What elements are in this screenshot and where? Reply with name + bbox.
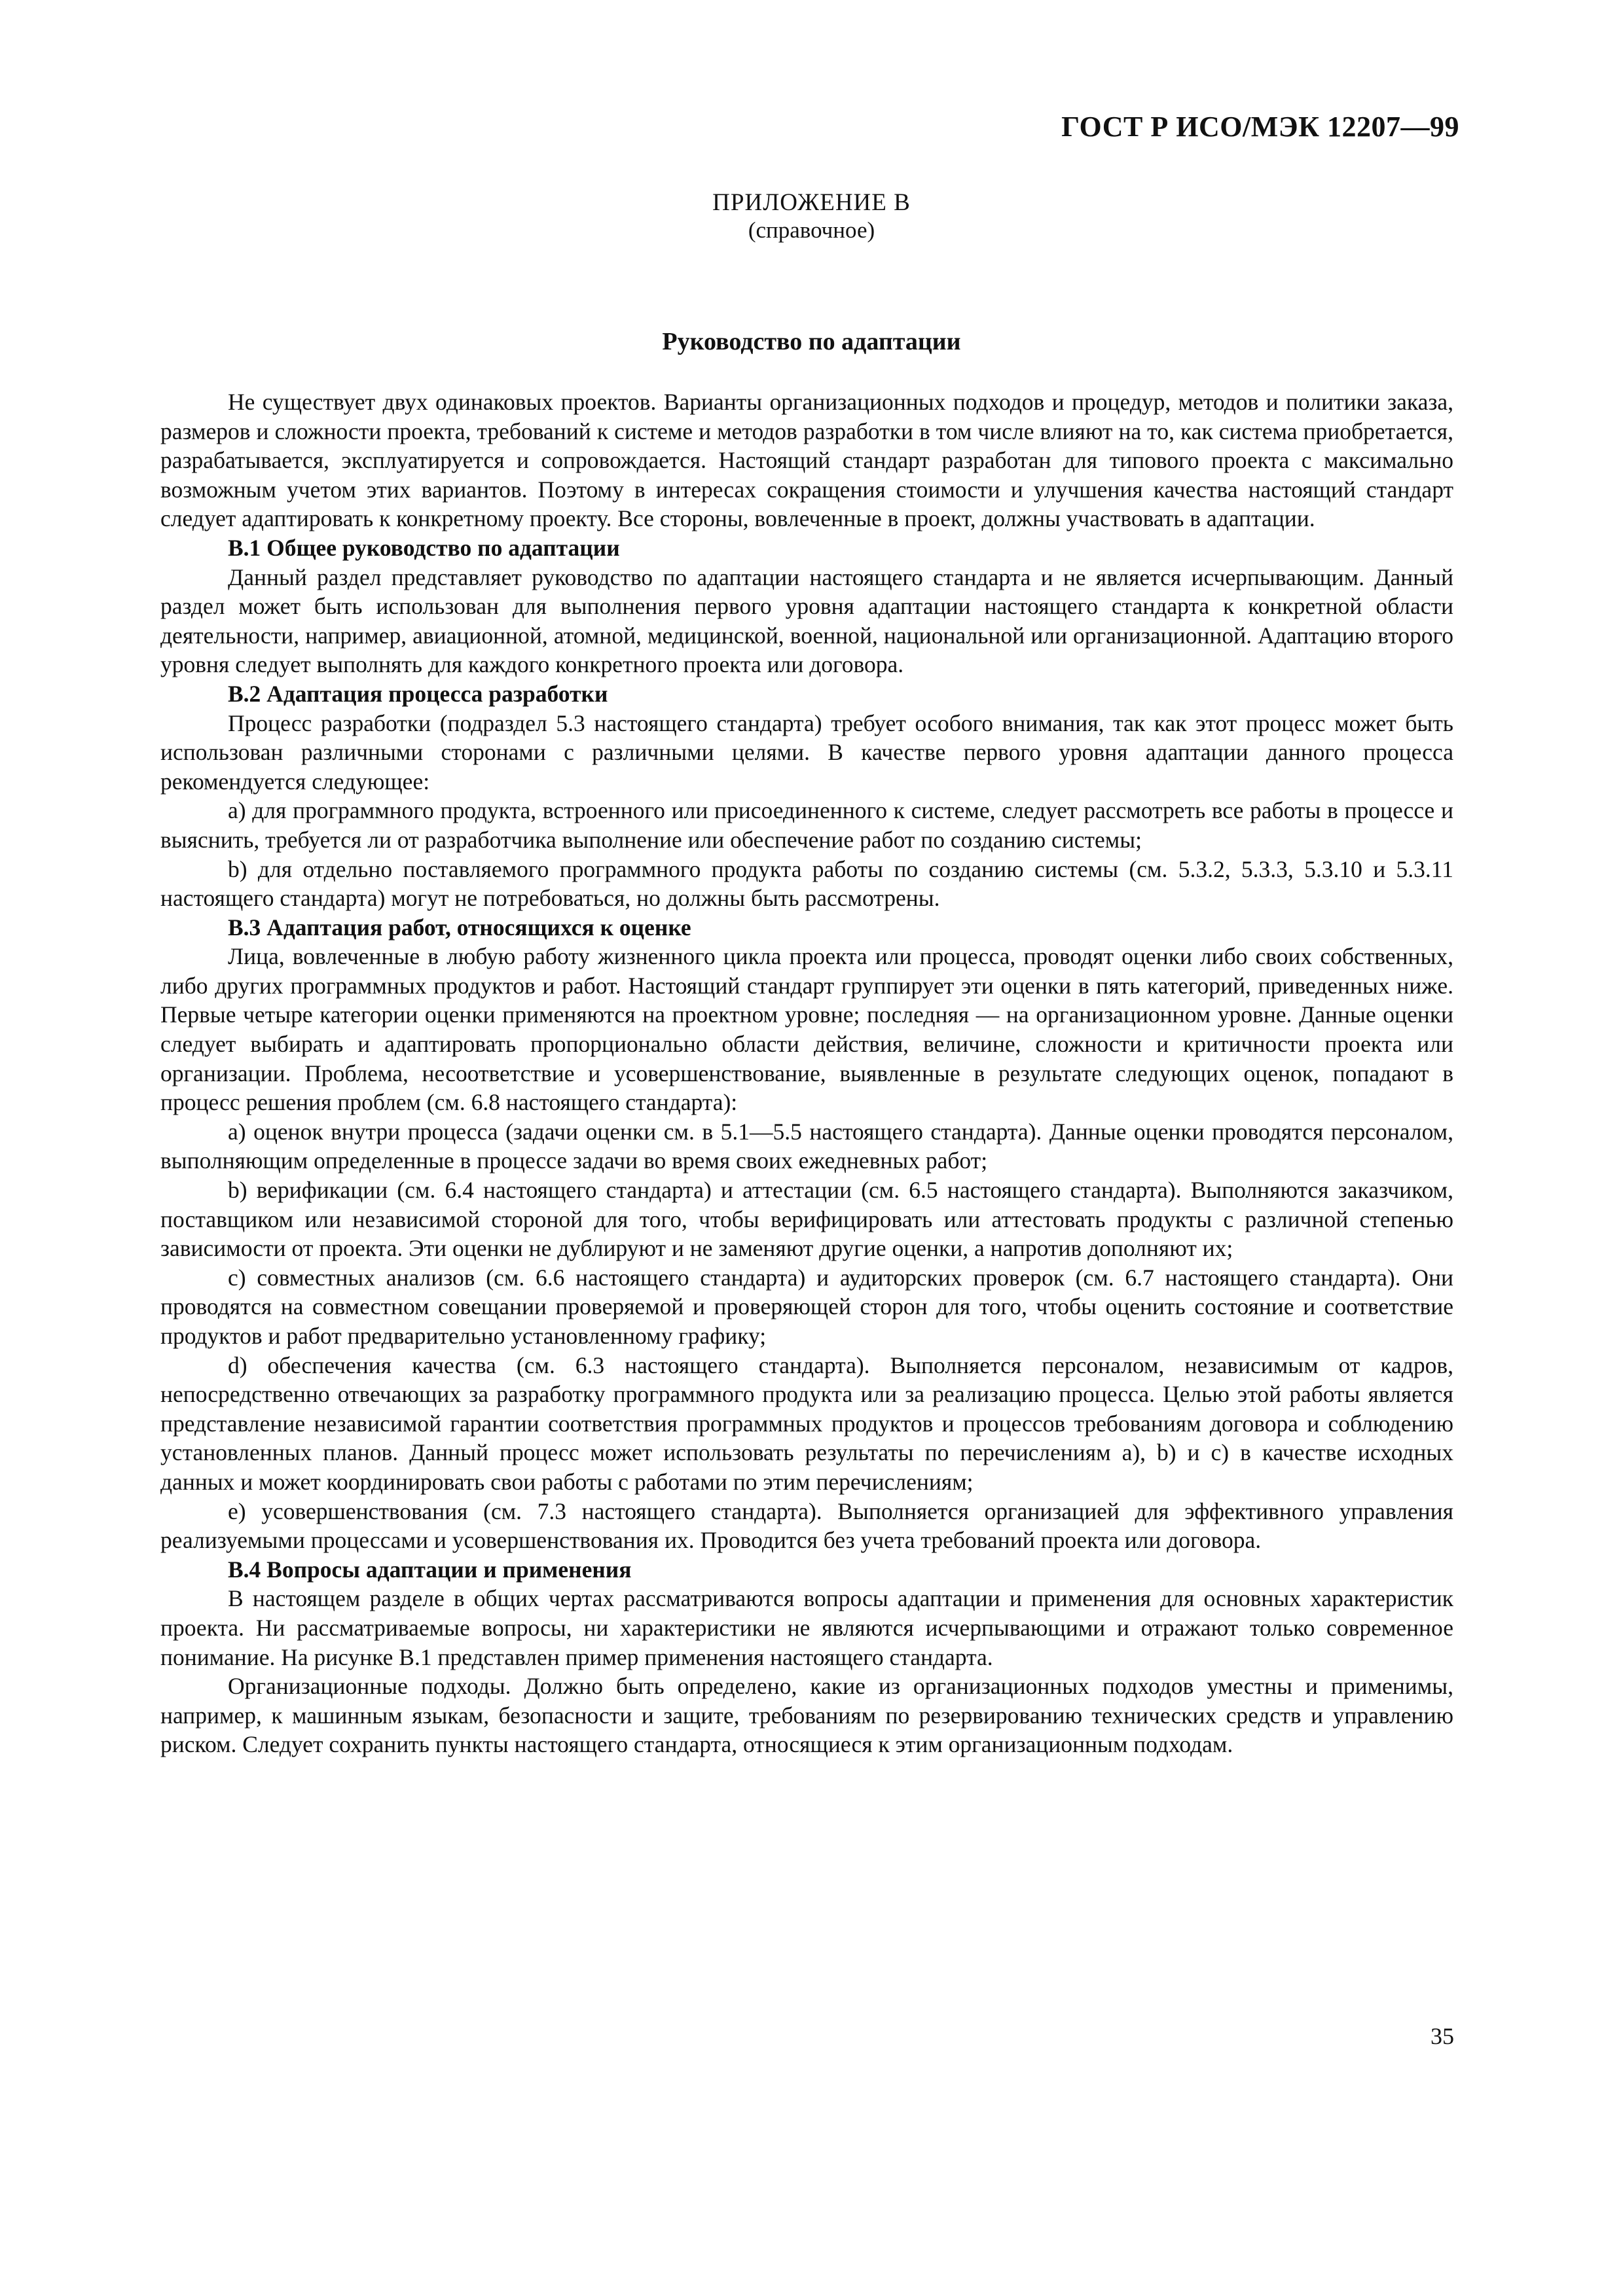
section-b3-item-e: e) усовершенствования (см. 7.3 настоящего стандарта). Выполняется организацией для эффективного управления реализуемыми процессами и усовершенствования их. Проводится без учета требований проекта или договора.: [160, 1498, 1453, 1554]
section-b3-item-d: d) обеспечения качества (см. 6.3 настоящего стандарта). Выполняется персоналом, независимым от кадров, непосредственно отвечающих за разработку программного продукта или за реализацию процесса. Целью этой работы является представление независимой гарантии соответствия программных продуктов и процессов требованиям договора и соблюдению установленных планов. Данный процесс может использовать результаты по перечислениям a), b) и c) в качестве исходных данных и может координировать свои работы с работами по этим перечислениям;: [160, 1352, 1453, 1495]
section-b3-heading: В.3 Адаптация работ, относящихся к оценке: [228, 914, 691, 941]
section-b3-item-a: a) оценок внутри процесса (задачи оценки см. в 5.1—5.5 настоящего стандарта). Данные оценки проводятся персоналом, выполняющим определенные в процессе задачи во время своих ежедневных работ;: [160, 1118, 1453, 1174]
section-b2-item-b: b) для отдельно поставляемого программного продукта работы по созданию системы (см. 5.3.2, 5.3.3, 5.3.10 и 5.3.11 настоящего стандарта) могут не потребоваться, но должны быть рассмотрены.: [160, 855, 1453, 912]
section-b4-heading: В.4 Вопросы адаптации и применения: [228, 1556, 632, 1583]
document-code-header: ГОСТ Р ИСО/МЭК 12207—99: [1061, 111, 1459, 143]
page-number: 35: [1431, 2023, 1454, 2049]
section-b1-paragraph: Данный раздел представляет руководство по адаптации настоящего стандарта и не является исчерпывающим. Данный раздел может быть использован для выполнения первого уровня адаптации настоящего стандарта к конкретной области деятельности, например, авиационной, атомной, медицинской, военной, национальной или организационной. Адаптацию второго уровня следует выполнять для каждого конкретного проекта или договора.: [160, 564, 1453, 678]
intro-paragraph: Не существует двух одинаковых проектов. Варианты организационных подходов и процедур, методов и политики заказа, размеров и сложности проекта, требований к системе и методов разработки в том числе влияют на то, как система приобретается, разрабатывается, эксплуатируется и сопровождается. Настоящий стандарт разработан для типового проекта с максимально возможным учетом этих вариантов. Поэтому в интересах сокращения стоимости и улучшения качества настоящий стандарт следует адаптировать к конкретному проекту. Все стороны, вовлеченные в проект, должны участвовать в адаптации.: [160, 389, 1453, 532]
section-b2-item-a: a) для программного продукта, встроенного или присоединенного к системе, следует рассмотреть все работы в процессе и выяснить, требуется ли от разработчика выполнение или обеспечение работ по созданию системы;: [160, 797, 1453, 853]
section-b3-item-b: b) верификации (см. 6.4 настоящего стандарта) и аттестации (см. 6.5 настоящего стандарта). Выполняются заказчиком, поставщиком или независимой стороной для того, чтобы верифицировать или аттестовать продукты с различной степенью зависимости от проекта. Эти оценки не дублируют и не заменяют другие оценки, а напротив дополняют их;: [160, 1177, 1453, 1262]
section-b2-heading: В.2 Адаптация процесса разработки: [228, 680, 608, 707]
section-b4-paragraph: Организационные подходы. Должно быть определено, какие из организационных подходов уместны и применимы, например, к машинным языкам, безопасности и защите, требованиям по резервированию технических средств и управлению риском. Следует сохранить пункты настоящего стандарта, относящиеся к этим организационным подходам.: [160, 1673, 1453, 1758]
section-b1-heading: В.1 Общее руководство по адаптации: [228, 534, 620, 561]
annex-subtitle: (справочное): [748, 217, 875, 243]
page-title: Руководство по адаптации: [662, 328, 961, 355]
annex-title: ПРИЛОЖЕНИЕ В: [712, 189, 911, 216]
document-body: [160, 387, 1453, 1759]
section-b4-paragraph: В настоящем разделе в общих чертах рассматриваются вопросы адаптации и применения для основных характеристик проекта. Ни рассматриваемые вопросы, ни характеристики не являются исчерпывающими и отражают только современное понимание. На рисунке В.1 представлен пример применения настоящего стандарта.: [160, 1585, 1453, 1670]
section-b2-paragraph: Процесс разработки (подраздел 5.3 настоящего стандарта) требует особого внимания, так как этот процесс может быть использован различными сторонами с различными целями. В качестве первого уровня адаптации данного процесса рекомендуется следующее:: [160, 709, 1453, 795]
section-b3-item-c: c) совместных анализов (см. 6.6 настоящего стандарта) и аудиторских проверок (см. 6.7 настоящего стандарта). Они проводятся на совместном совещании проверяемой и проверяющей сторон для того, чтобы оценить состояние и соответствие продуктов и работ предварительно установленному графику;: [160, 1264, 1453, 1349]
section-b3-paragraph: Лица, вовлеченные в любую работу жизненного цикла проекта или процесса, проводят оценки либо своих собственных, либо других программных продуктов и работ. Настоящий стандарт группирует эти оценки в пять категорий, приведенных ниже. Первые четыре категории оценки применяются на проектном уровне; последняя — на организационном уровне. Данные оценки следует выбирать и адаптировать пропорционально области действия, величине, сложности и критичности проекта или организации. Проблема, несоответствие и усовершенствование, выявленные в результате следующих оценок, попадают в процесс решения проблем (см. 6.8 настоящего стандарта):: [160, 943, 1453, 1116]
